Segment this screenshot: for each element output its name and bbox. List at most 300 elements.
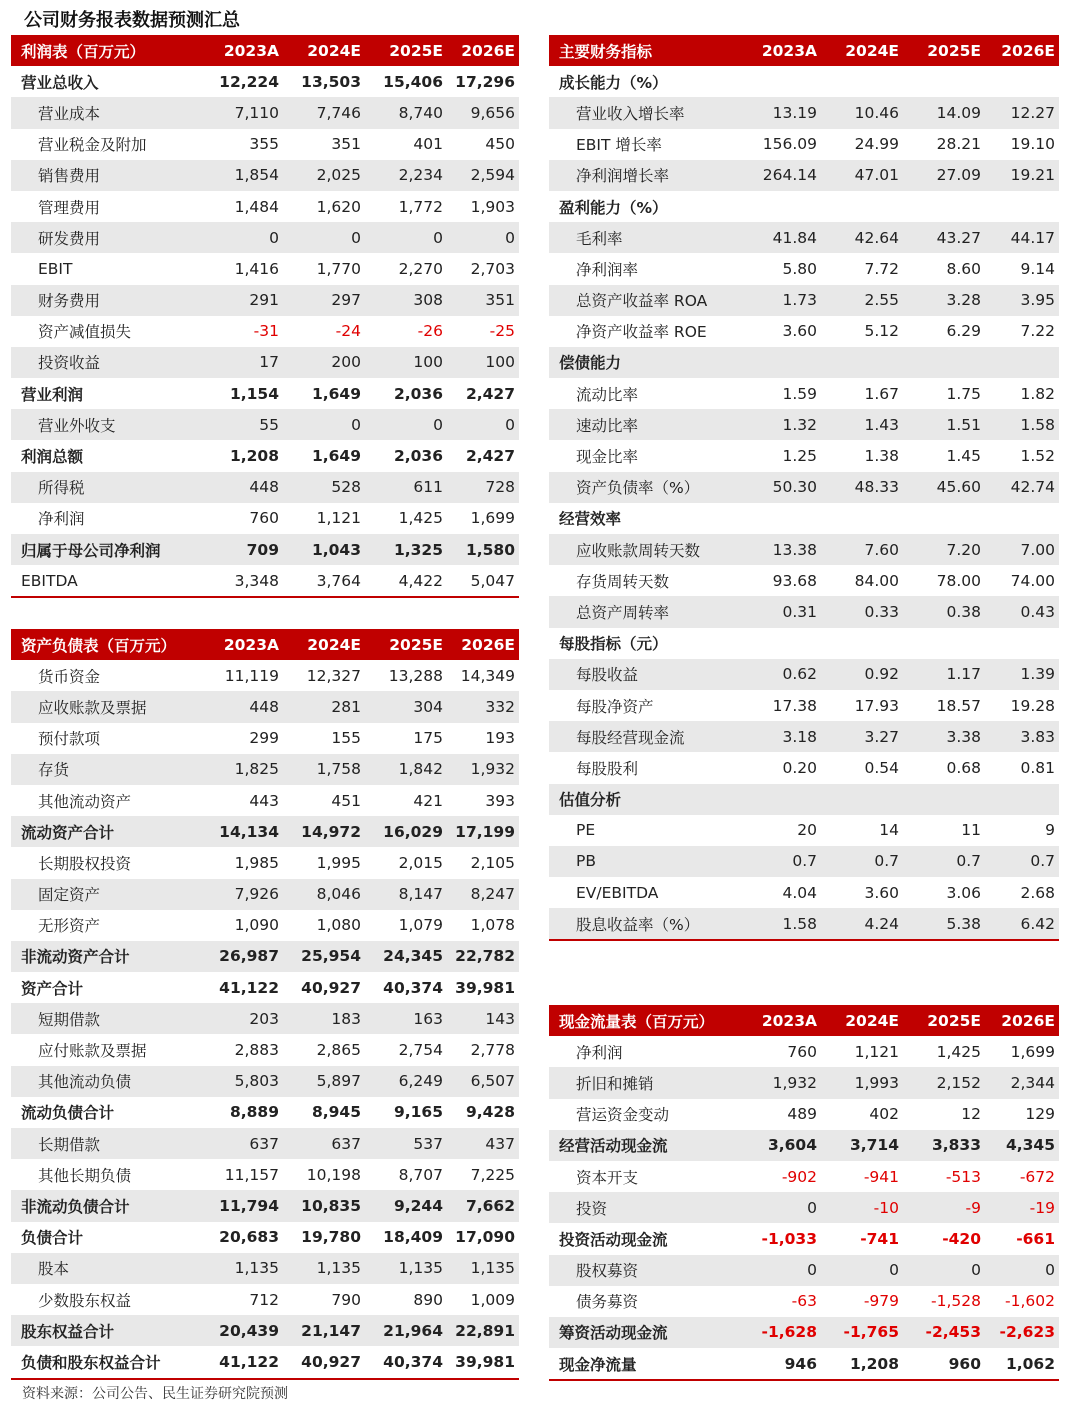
value-cell: 421	[413, 791, 443, 810]
value-cell: 450	[485, 135, 515, 154]
value-cell: 50.30	[739, 472, 821, 503]
value-cell: 448	[201, 472, 283, 503]
value-cell: 40,927	[301, 978, 361, 997]
value-cell: 611	[365, 472, 447, 503]
value-cell: 1,135	[201, 1253, 283, 1284]
value-cell: 1.38	[864, 447, 899, 466]
value-cell: 3.95	[985, 285, 1059, 316]
row-label: EBIT	[38, 259, 73, 278]
table-row	[11, 660, 519, 691]
row-label: 估值分析	[549, 784, 739, 815]
row-label: 其他流动负债	[11, 1066, 201, 1097]
value-cell	[821, 628, 903, 659]
table-row	[11, 910, 519, 941]
value-cell	[903, 347, 985, 378]
table-row	[549, 1223, 1059, 1254]
value-cell: 0	[447, 409, 519, 440]
key-ratios-table	[549, 35, 1059, 941]
value-cell: 17.38	[772, 696, 817, 715]
value-cell: 1.25	[782, 447, 817, 466]
value-cell: 637	[201, 1128, 283, 1159]
value-cell: 489	[787, 1105, 817, 1124]
value-cell: 351	[447, 285, 519, 316]
value-cell: 17,296	[455, 72, 515, 91]
value-cell: 443	[249, 791, 279, 810]
value-cell: 0.7	[903, 846, 985, 877]
value-cell: 1.75	[946, 384, 981, 403]
value-cell: -9	[903, 1192, 985, 1223]
row-label: EV/EBITDA	[576, 883, 659, 902]
value-cell: 42.74	[985, 472, 1059, 503]
value-cell: 129	[1025, 1105, 1055, 1124]
row-label: PE	[576, 821, 596, 840]
value-cell	[903, 191, 985, 222]
row-label: 筹资活动现金流	[549, 1317, 739, 1348]
value-cell: -31	[253, 322, 279, 341]
value-cell	[739, 347, 821, 378]
value-cell: -25	[489, 322, 515, 341]
value-cell: 291	[201, 285, 283, 316]
value-cell: 41,122	[219, 978, 279, 997]
value-cell: 17,090	[455, 1228, 515, 1247]
value-cell: 1.51	[903, 409, 985, 440]
table-row	[11, 1222, 519, 1253]
value-cell: 1,090	[234, 916, 279, 935]
section-heading-row	[549, 347, 1059, 378]
value-cell: 3.83	[985, 721, 1059, 752]
value-cell: 45.60	[903, 472, 985, 503]
value-cell: 760	[787, 1042, 817, 1061]
value-cell: 8,740	[365, 97, 447, 128]
table-row	[11, 440, 519, 471]
page-title: 公司财务报表数据预测汇总	[24, 10, 240, 31]
value-cell: -661	[1016, 1229, 1055, 1248]
value-cell: 12	[961, 1105, 981, 1124]
section-heading-row	[549, 503, 1059, 534]
value-cell: 3.27	[821, 721, 903, 752]
value-cell: 10,835	[283, 1190, 365, 1221]
value-cell: 93.68	[772, 571, 817, 590]
value-cell: 1.43	[821, 409, 903, 440]
value-cell: 960	[903, 1348, 985, 1380]
row-label: 流动比率	[576, 385, 639, 404]
value-cell: 78.00	[936, 571, 981, 590]
value-cell: 1,854	[201, 160, 283, 191]
value-cell: 2,344	[985, 1067, 1059, 1098]
value-cell: 7.00	[985, 534, 1059, 565]
section-heading-row	[549, 191, 1059, 222]
value-cell: 40,927	[283, 1346, 365, 1378]
row-label: 净利润率	[576, 260, 639, 279]
value-cell: -2,623	[985, 1317, 1059, 1348]
value-cell: 20	[797, 821, 817, 840]
table-row	[11, 879, 519, 910]
value-cell: 1,079	[398, 916, 443, 935]
table-row	[549, 659, 1059, 690]
table-row	[11, 534, 519, 565]
value-cell: 0.33	[821, 596, 903, 627]
value-cell: 760	[249, 509, 279, 528]
table-row	[549, 316, 1059, 347]
table-row	[11, 565, 519, 597]
value-cell: 0	[821, 1255, 903, 1286]
row-label: 净利润增长率	[549, 160, 739, 191]
row-label: 投资	[549, 1192, 739, 1223]
value-cell: 1,932	[447, 754, 519, 785]
value-cell: 163	[365, 1003, 447, 1034]
value-cell	[821, 347, 903, 378]
value-cell: 5,897	[283, 1066, 365, 1097]
row-label: 营业外收支	[11, 409, 201, 440]
value-cell: 1,842	[365, 754, 447, 785]
table-row	[11, 285, 519, 316]
value-cell: 1.32	[739, 409, 821, 440]
value-cell: 2,036	[393, 384, 443, 403]
value-cell: -10	[821, 1192, 903, 1223]
value-cell: 890	[413, 1290, 443, 1309]
table-row	[11, 1066, 519, 1097]
row-label: 股东权益合计	[11, 1315, 201, 1346]
year-header: 2023A	[739, 35, 821, 66]
row-label: 利润总额	[21, 448, 84, 467]
value-cell: 4.04	[782, 883, 817, 902]
table-title: 利润表（百万元）	[11, 35, 201, 66]
row-label: 净利润	[576, 1043, 623, 1062]
table-row	[11, 472, 519, 503]
value-cell: 24.99	[854, 135, 899, 154]
value-cell	[739, 66, 821, 97]
value-cell: 14	[879, 821, 899, 840]
row-label: 资产减值损失	[38, 323, 132, 342]
row-label: 流动负债合计	[21, 1104, 115, 1123]
value-cell: 3.28	[903, 285, 985, 316]
value-cell: 1,154	[229, 384, 279, 403]
value-cell: 42.64	[821, 222, 903, 253]
value-cell: 1.52	[1020, 447, 1055, 466]
value-cell: 3,714	[821, 1130, 903, 1161]
year-header: 2025E	[365, 35, 447, 66]
value-cell: 17,199	[447, 816, 519, 847]
row-label: 总资产周转率	[549, 596, 739, 627]
value-cell: 1,121	[316, 509, 361, 528]
table-row	[549, 1130, 1059, 1161]
table-row	[549, 129, 1059, 160]
value-cell: 0	[283, 409, 365, 440]
table-row	[11, 723, 519, 754]
value-cell: 3.06	[946, 883, 981, 902]
value-cell: 74.00	[1010, 571, 1055, 590]
value-cell: -19	[985, 1192, 1059, 1223]
row-label: 研发费用	[11, 222, 201, 253]
value-cell: 528	[283, 472, 365, 503]
value-cell: 1,416	[234, 259, 279, 278]
value-cell	[821, 784, 903, 815]
value-cell: 8,889	[229, 1103, 279, 1122]
table-row	[549, 877, 1059, 908]
value-cell: 19.21	[985, 160, 1059, 191]
row-label: 股权募资	[549, 1255, 739, 1286]
value-cell: 25,954	[283, 941, 365, 972]
value-cell: 4,345	[985, 1130, 1059, 1161]
value-cell: 0.92	[821, 659, 903, 690]
row-label: 资产负债率（%）	[549, 472, 739, 503]
value-cell: 11	[961, 821, 981, 840]
value-cell: 1.59	[782, 384, 817, 403]
value-cell: 203	[201, 1003, 283, 1034]
cash-flow-table	[549, 1005, 1059, 1381]
value-cell: 2,105	[470, 853, 515, 872]
value-cell: 3,764	[283, 565, 365, 597]
table-row	[549, 815, 1059, 846]
value-cell: 1,135	[283, 1253, 365, 1284]
row-label: 非流动负债合计	[11, 1190, 201, 1221]
value-cell: -979	[863, 1292, 899, 1311]
value-cell: 401	[413, 135, 443, 154]
row-label: 营业成本	[11, 97, 201, 128]
row-label: 投资活动现金流	[559, 1230, 668, 1249]
value-cell: 2.68	[1020, 883, 1055, 902]
value-cell: 0.43	[985, 596, 1059, 627]
value-cell: 15,406	[383, 72, 443, 91]
value-cell	[903, 66, 985, 97]
table-row	[11, 347, 519, 378]
row-label: 现金净流量	[549, 1348, 739, 1380]
value-cell: 4,422	[365, 565, 447, 597]
year-header: 2025E	[365, 629, 447, 660]
value-cell: 1.67	[864, 384, 899, 403]
table-row	[549, 1255, 1059, 1286]
value-cell: 393	[485, 791, 515, 810]
row-label: 应付账款及票据	[38, 1042, 147, 1061]
value-cell: 18,409	[383, 1228, 443, 1247]
value-cell: 155	[331, 729, 361, 748]
value-cell: 712	[249, 1290, 279, 1309]
value-cell: 8,046	[283, 879, 365, 910]
value-cell	[903, 628, 985, 659]
value-cell: 5.38	[903, 908, 985, 940]
value-cell: 451	[331, 791, 361, 810]
table-title: 主要财务指标	[549, 35, 739, 66]
table-row	[549, 721, 1059, 752]
row-label: 非流动资产合计	[11, 941, 201, 972]
value-cell: 143	[447, 1003, 519, 1034]
value-cell: 1.58	[739, 908, 821, 940]
value-cell: 41.84	[739, 222, 821, 253]
row-label: 折旧和摊销	[549, 1067, 739, 1098]
value-cell: 26,987	[201, 941, 283, 972]
value-cell: 5.80	[782, 259, 817, 278]
row-label: 无形资产	[38, 917, 101, 936]
row-label: 每股指标（元）	[559, 635, 668, 654]
value-cell: 44.17	[985, 222, 1059, 253]
table-row	[549, 222, 1059, 253]
row-label: 资产合计	[21, 979, 84, 998]
value-cell: 1.45	[946, 447, 981, 466]
value-cell: 0	[201, 222, 283, 253]
table-row	[11, 1315, 519, 1346]
table-row	[11, 816, 519, 847]
value-cell	[821, 66, 903, 97]
value-cell: 0.38	[903, 596, 985, 627]
section-heading-row	[549, 66, 1059, 97]
row-label: 所得税	[11, 472, 201, 503]
value-cell: 39,981	[455, 978, 515, 997]
table-header-row	[11, 35, 519, 66]
value-cell: 2,036	[393, 447, 443, 466]
value-cell: 1,758	[283, 754, 365, 785]
value-cell: 281	[283, 691, 365, 722]
value-cell: 351	[331, 135, 361, 154]
table-row	[549, 565, 1059, 596]
value-cell: 12,327	[306, 666, 361, 685]
value-cell: 84.00	[854, 571, 899, 590]
table-row	[549, 1192, 1059, 1223]
value-cell: 299	[249, 729, 279, 748]
table-row	[549, 440, 1059, 471]
value-cell: 0.7	[739, 846, 821, 877]
row-label: 每股股利	[576, 759, 639, 778]
row-label: 负债和股东权益合计	[11, 1346, 201, 1378]
value-cell: 1,135	[447, 1253, 519, 1284]
value-cell: 3,348	[201, 565, 283, 597]
income-statement-table	[11, 35, 519, 598]
value-cell: 0	[365, 222, 447, 253]
value-cell: 1,985	[234, 853, 279, 872]
value-cell: 193	[485, 729, 515, 748]
table-row	[11, 503, 519, 534]
value-cell: 14,349	[460, 666, 515, 685]
value-cell: 5,803	[201, 1066, 283, 1097]
value-cell	[985, 784, 1059, 815]
table-row	[11, 754, 519, 785]
value-cell: 304	[365, 691, 447, 722]
value-cell: 9,244	[365, 1190, 447, 1221]
table-row	[549, 1067, 1059, 1098]
row-label: 速动比率	[549, 409, 739, 440]
value-cell: 14,972	[283, 816, 365, 847]
value-cell: 3.60	[782, 322, 817, 341]
year-header: 2023A	[201, 629, 283, 660]
value-cell: 17.93	[854, 696, 899, 715]
year-header: 2025E	[903, 1005, 985, 1036]
value-cell: 28.21	[936, 135, 981, 154]
value-cell: 9,428	[465, 1103, 515, 1122]
year-header: 2025E	[903, 35, 985, 66]
value-cell: 2,152	[903, 1067, 985, 1098]
table-row	[11, 847, 519, 878]
table-row	[11, 1346, 519, 1378]
row-label: 财务费用	[11, 285, 201, 316]
value-cell: 1,135	[365, 1253, 447, 1284]
value-cell: 27.09	[903, 160, 985, 191]
value-cell: 7.72	[864, 259, 899, 278]
year-header: 2026E	[447, 629, 519, 660]
row-label: 短期借款	[11, 1003, 201, 1034]
value-cell: 297	[283, 285, 365, 316]
value-cell: 1,620	[316, 197, 361, 216]
row-label: 每股净资产	[576, 697, 654, 716]
row-label: 其他长期负债	[38, 1166, 132, 1185]
table-title: 现金流量表（百万元）	[549, 1005, 739, 1036]
value-cell: 308	[365, 285, 447, 316]
value-cell: 7,662	[447, 1190, 519, 1221]
value-cell: 9,656	[447, 97, 519, 128]
table-header-row	[549, 35, 1059, 66]
value-cell	[821, 191, 903, 222]
value-cell: 100	[447, 347, 519, 378]
value-cell: 1,770	[316, 259, 361, 278]
value-cell: 1,121	[854, 1042, 899, 1061]
value-cell: -1,528	[931, 1292, 981, 1311]
row-label: 预付款项	[38, 730, 101, 749]
value-cell: 41,122	[201, 1346, 283, 1378]
year-header: 2026E	[985, 1005, 1059, 1036]
table-row	[549, 1348, 1059, 1380]
table-row	[11, 1003, 519, 1034]
value-cell: -941	[863, 1167, 899, 1186]
table-row	[11, 1159, 519, 1190]
row-label: 净资产收益率 ROE	[576, 323, 707, 342]
table-header-row	[11, 629, 519, 660]
value-cell: 1,649	[311, 447, 361, 466]
value-cell: 537	[365, 1128, 447, 1159]
value-cell: 10,198	[306, 1165, 361, 1184]
value-cell: -741	[860, 1229, 899, 1248]
value-cell: 1.73	[739, 285, 821, 316]
row-label: 营业总收入	[21, 73, 99, 92]
value-cell: -420	[942, 1229, 981, 1248]
value-cell: 22,782	[447, 941, 519, 972]
value-cell: 1,080	[316, 916, 361, 935]
row-label: 股息收益率（%）	[549, 908, 739, 940]
value-cell: 1,580	[447, 534, 519, 565]
year-header: 2024E	[821, 35, 903, 66]
value-cell: 5.12	[864, 322, 899, 341]
value-cell: -902	[781, 1167, 817, 1186]
table-row	[11, 409, 519, 440]
value-cell: 11,794	[201, 1190, 283, 1221]
table-row	[11, 1284, 519, 1315]
value-cell: 7.20	[903, 534, 985, 565]
table-row	[549, 846, 1059, 877]
year-header: 2024E	[283, 35, 365, 66]
value-cell	[903, 784, 985, 815]
row-label: 固定资产	[11, 879, 201, 910]
table-row	[11, 253, 519, 284]
value-cell: 1,903	[470, 197, 515, 216]
year-header: 2026E	[985, 35, 1059, 66]
table-row	[549, 908, 1059, 940]
value-cell: 709	[201, 534, 283, 565]
value-cell: 2,015	[398, 853, 443, 872]
value-cell: 11,157	[224, 1165, 279, 1184]
value-cell: 790	[331, 1290, 361, 1309]
value-cell: 1,699	[470, 509, 515, 528]
value-cell: 12,224	[219, 72, 279, 91]
value-cell: 9	[1045, 821, 1055, 840]
value-cell: 100	[365, 347, 447, 378]
value-cell: 3.38	[903, 721, 985, 752]
value-cell: 47.01	[821, 160, 903, 191]
value-cell: 2,270	[398, 259, 443, 278]
value-cell: 13.19	[739, 97, 821, 128]
value-cell: 5,047	[447, 565, 519, 597]
value-cell: 0	[739, 1192, 821, 1223]
value-cell: -63	[791, 1292, 817, 1311]
value-cell: 1,009	[470, 1290, 515, 1309]
table-row	[11, 1253, 519, 1284]
value-cell: 3,833	[903, 1130, 985, 1161]
